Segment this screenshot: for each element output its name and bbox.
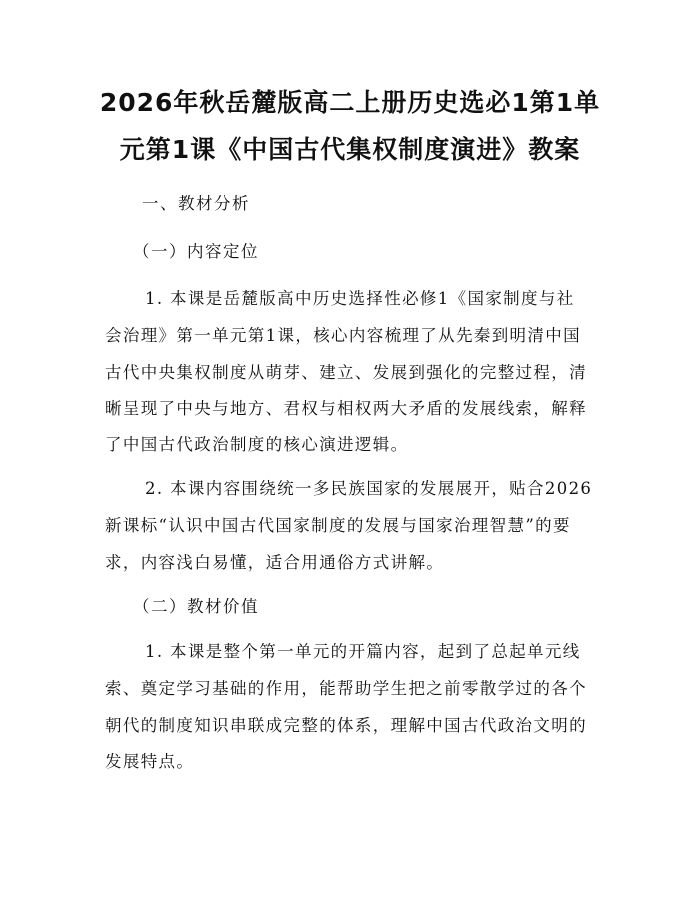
paragraph-line: 1. 本课是整个第一单元的开篇内容，起到了总起单元线 xyxy=(145,642,581,661)
paragraph-line: 新课标“认识中国古代国家制度的发展与国家治理智慧”的要 xyxy=(105,516,571,535)
subsection-heading-textbook-value: （二）教材价值 xyxy=(133,597,259,616)
paragraph-line: 求，内容浅白易懂，适合用通俗方式讲解。 xyxy=(105,553,445,572)
document-title-line-1: 2026年秋岳麓版高二上册历史选必1第1单 xyxy=(99,88,601,117)
paragraph-line: 朝代的制度知识串联成完整的体系，理解中国古代政治文明的 xyxy=(105,716,587,735)
subsection-heading-content-positioning: （一）内容定位 xyxy=(133,242,259,261)
paragraph-line: 2. 本课内容围绕统一多民族国家的发展展开，贴合2026 xyxy=(145,479,593,498)
section-heading-textbook-analysis: 一、教材分析 xyxy=(142,194,250,213)
paragraph-line: 1. 本课是岳麓版高中历史选择性必修1《国家制度与社 xyxy=(145,289,575,308)
paragraph-line: 晰呈现了中央与地方、君权与相权两大矛盾的发展线索，解释 xyxy=(105,399,587,418)
paragraph-line: 古代中央集权制度从萌芽、建立、发展到强化的完整过程，清 xyxy=(105,363,587,382)
paragraph-line: 会治理》第一单元第1课，核心内容梳理了从先秦到明清中国 xyxy=(105,326,581,345)
paragraph-line: 发展特点。 xyxy=(105,752,195,771)
paragraph-line: 索、奠定学习基础的作用，能帮助学生把之前零散学过的各个 xyxy=(105,679,587,698)
document-title-line-2: 元第1课《中国古代集权制度演进》教案 xyxy=(119,135,581,164)
paragraph-line: 了中国古代政治制度的核心演进逻辑。 xyxy=(105,435,409,454)
